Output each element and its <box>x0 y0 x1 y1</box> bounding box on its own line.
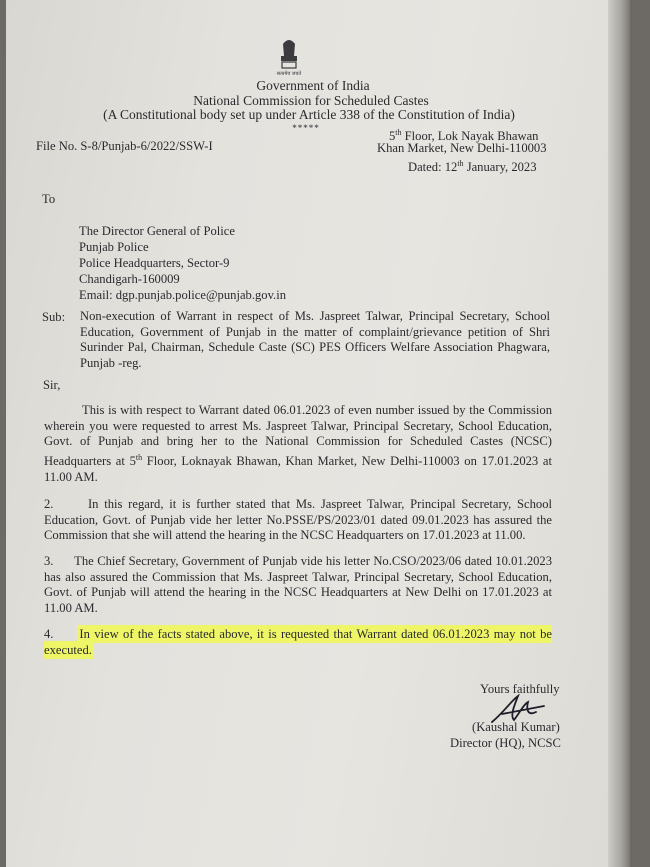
paragraph-1: This is with respect to Warrant dated 06.01.2023 of even number issued by the Commission wherein you were requested to arrest Ms. Jaspreet Talwar, Principal Secretary, School Education, Govt. of Punjab and bring her to the National Commission for Scheduled Castes (NCSC) Headquarters at 5th Floor, Loknayak Bhawan, Khan Market, New Delhi-110003 on 17.01.2023 at 11.00 AM. <box>44 403 552 484</box>
signatory-name: (Kaushal Kumar) <box>472 720 560 734</box>
to-label: To <box>42 192 56 206</box>
highlighted-request: In view of the facts stated above, it is requested that Warrant dated 06.01.2023 may not be executed. <box>44 627 553 657</box>
emblem-motto: सत्यमेव जयते <box>276 71 302 77</box>
subject-text: Non-execution of Warrant in respect of Ms. Jaspreet Talwar, Principal Secretary, School Education, Government of Punjab in the matter of complaint/grievance petition of Shri Surinder Pal, Chairman, Schedule Caste (SC) PES Officers Welfare Association Phagwara, Punjab -reg. <box>80 309 550 370</box>
national-emblem-icon <box>274 34 304 78</box>
header-stars: ***** <box>292 123 320 133</box>
salutation: Sir, <box>43 378 61 392</box>
file-number: File No. S-8/Punjab-6/2022/SSW-I <box>36 139 213 153</box>
recipient-line-3: Police Headquarters, Sector-9 <box>79 256 230 270</box>
paragraph-2: 2. In this regard, it is further stated that Ms. Jaspreet Talwar, Principal Secretary, School Education, Govt. of Punjab vide her letter No.PSSE/PS/2023/01 dated 09.01.2023 has assured the Commission that she will attend the hearing in the NCSC Headquarters on 17.01.2023 at 11.00. <box>44 497 552 543</box>
subject-label: Sub: <box>42 310 66 324</box>
date-line: Dated: 12th January, 2023 <box>408 159 537 175</box>
letter-page <box>6 0 630 867</box>
closing: Yours faithfully <box>480 682 560 696</box>
recipient-line-2: Punjab Police <box>79 240 149 254</box>
paragraph-4: 4. In view of the facts stated above, it is requested that Warrant dated 06.01.2023 may not be executed. <box>44 627 553 657</box>
header-line-3: (A Constitutional body set up under Article 338 of the Constitution of India) <box>103 107 515 122</box>
recipient-line-5: Email: dgp.punjab.police@punjab.gov.in <box>79 288 286 302</box>
signatory-designation: Director (HQ), NCSC <box>450 736 561 750</box>
header-line-2: National Commission for Scheduled Castes <box>193 93 429 108</box>
header-line-1: Government of India <box>256 78 370 93</box>
recipient-line-1: The Director General of Police <box>79 224 235 238</box>
recipient-line-4: Chandigarh-160009 <box>79 272 180 286</box>
address-line-1: 5th Floor, Lok Nayak Bhawan <box>389 128 539 144</box>
address-line-2: Khan Market, New Delhi-110003 <box>377 141 547 155</box>
paragraph-3: 3. The Chief Secretary, Government of Punjab vide his letter No.CSO/2023/06 dated 10.01.2023 has also assured the Commission that Ms. Jaspreet Talwar, Principal Secretary, School Education, Govt. of Punjab will attend the hearing in the NCSC Headquarters at New Delhi on 17.01.2023 at 11.00 AM. <box>44 554 553 615</box>
